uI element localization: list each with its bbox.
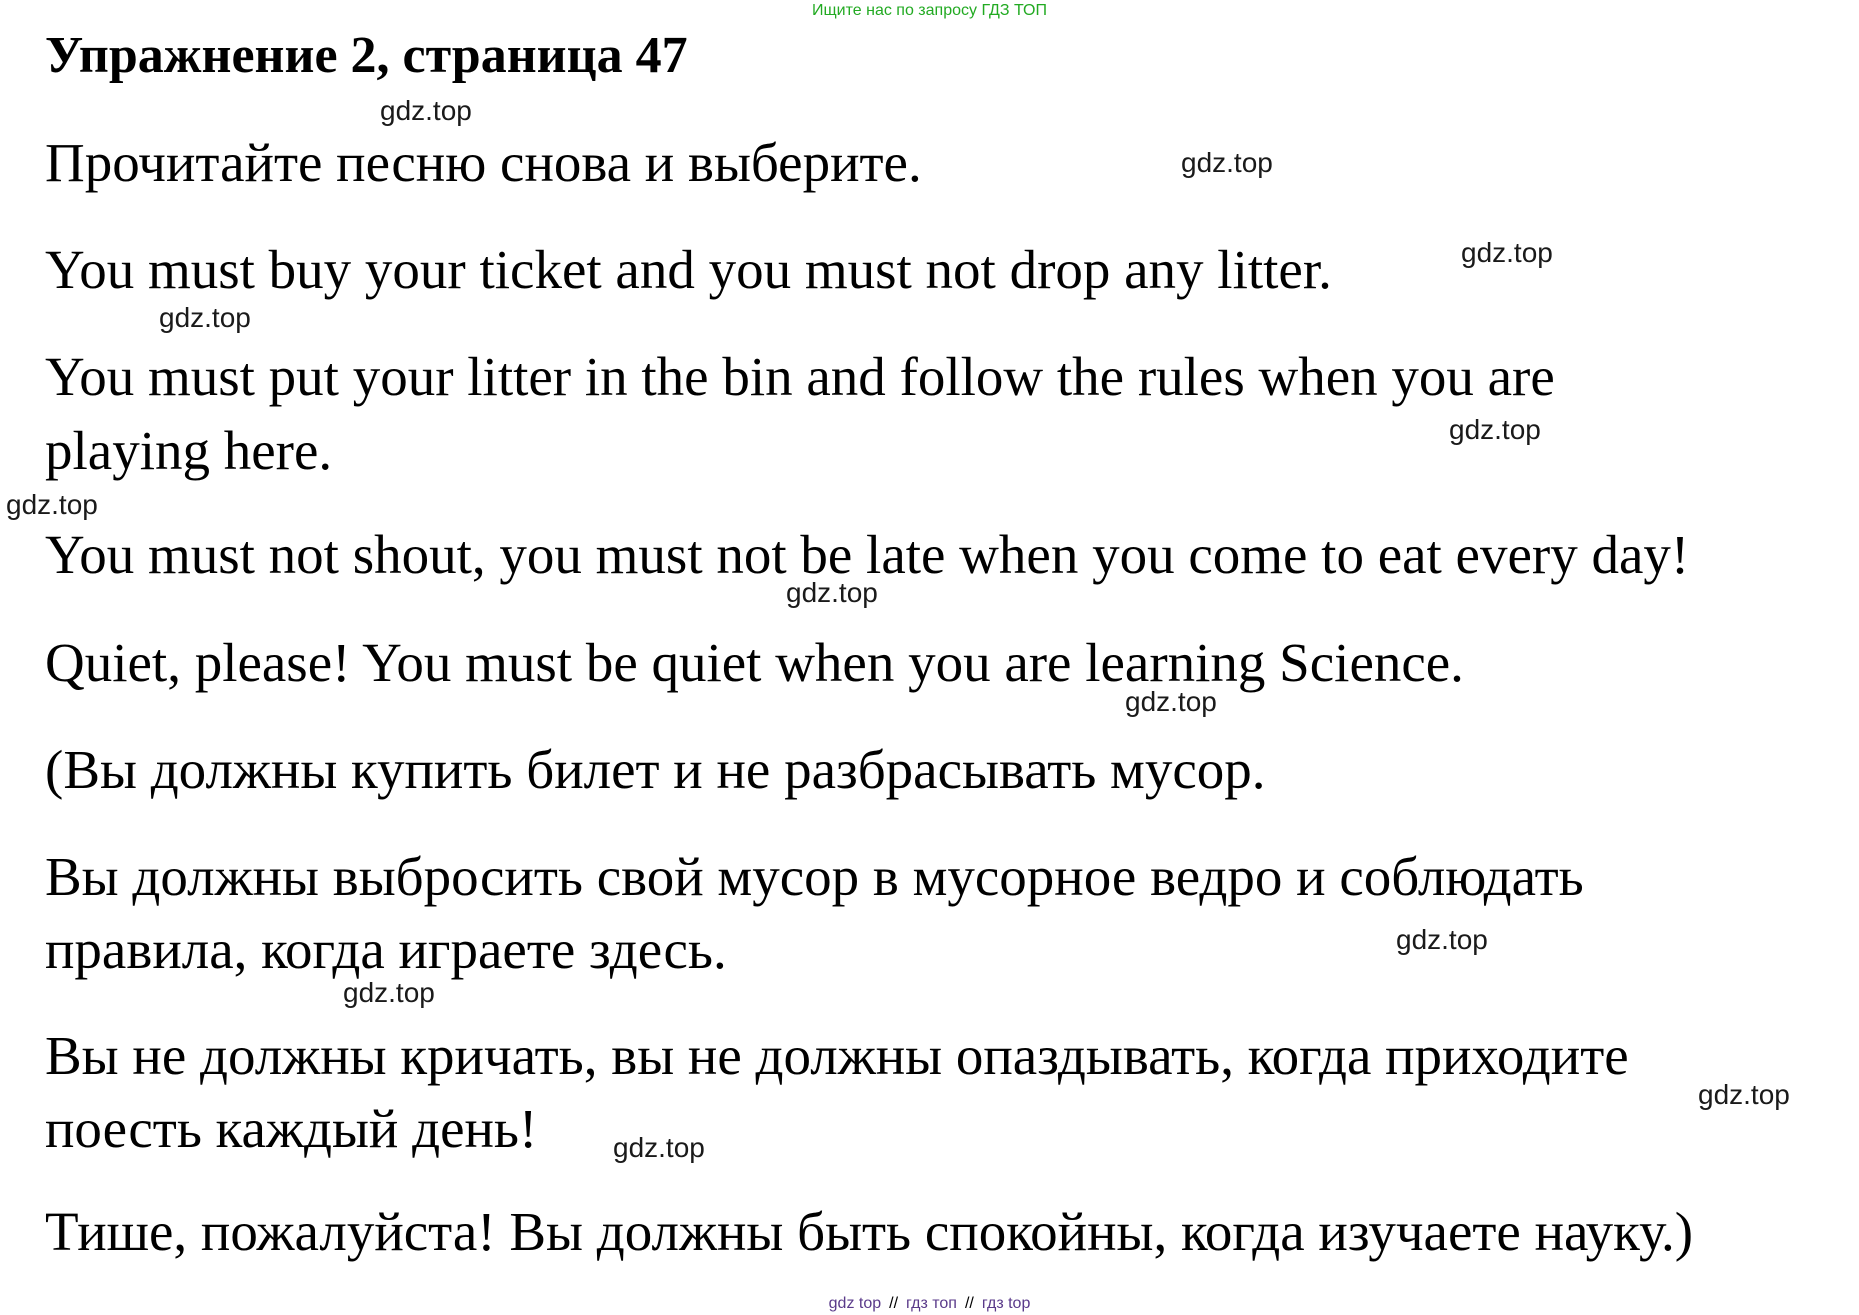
page-title: Упражнение 2, страница 47 [45, 27, 688, 84]
russian-line-5: поесть каждый день! [45, 1098, 538, 1159]
watermark: gdz.top [1396, 924, 1488, 955]
russian-line-4: Вы не должны кричать, вы не должны опаздывать, когда приходите [45, 1025, 1629, 1086]
watermark: gdz.top [1125, 686, 1217, 717]
english-line-2: You must put your litter in the bin and follow the rules when you are [45, 346, 1555, 407]
watermark: gdz.top [380, 95, 472, 126]
watermark: gdz.top [343, 977, 435, 1008]
footer-separator: // [964, 1295, 974, 1312]
watermark: gdz.top [1698, 1079, 1790, 1110]
watermark: gdz.top [613, 1132, 705, 1163]
top-banner: Ищите нас по запросу ГДЗ ТОП [812, 2, 1047, 19]
russian-line-3: правила, когда играете здесь. [45, 919, 727, 980]
footer-text-3: гдз top [981, 1295, 1031, 1312]
watermark: gdz.top [6, 489, 98, 520]
watermark: gdz.top [786, 577, 878, 608]
english-line-1: You must buy your ticket and you must not drop any litter. [45, 239, 1332, 300]
footer-text-1: gdz top [828, 1295, 882, 1312]
footer-text-2: гдз топ [906, 1295, 957, 1312]
footer-separator: // [889, 1295, 899, 1312]
russian-line-1: (Вы должны купить билет и не разбрасывать мусор. [45, 739, 1266, 800]
watermark: gdz.top [1181, 147, 1273, 178]
watermark: gdz.top [1461, 237, 1553, 268]
footer-links [0, 1294, 1859, 1314]
russian-line-6: Тише, пожалуйста! Вы должны быть спокойны, когда изучаете науку.) [45, 1201, 1694, 1262]
watermark: gdz.top [1449, 414, 1541, 445]
instruction-text: Прочитайте песню снова и выберите. [45, 132, 922, 193]
english-line-3: playing here. [45, 420, 333, 481]
russian-line-2: Вы должны выбросить свой мусор в мусорное ведро и соблюдать [45, 846, 1584, 907]
english-line-5: Quiet, please! You must be quiet when you are learning Science. [45, 632, 1464, 693]
english-line-4: You must not shout, you must not be late when you come to eat every day! [45, 524, 1690, 585]
watermark: gdz.top [159, 302, 251, 333]
